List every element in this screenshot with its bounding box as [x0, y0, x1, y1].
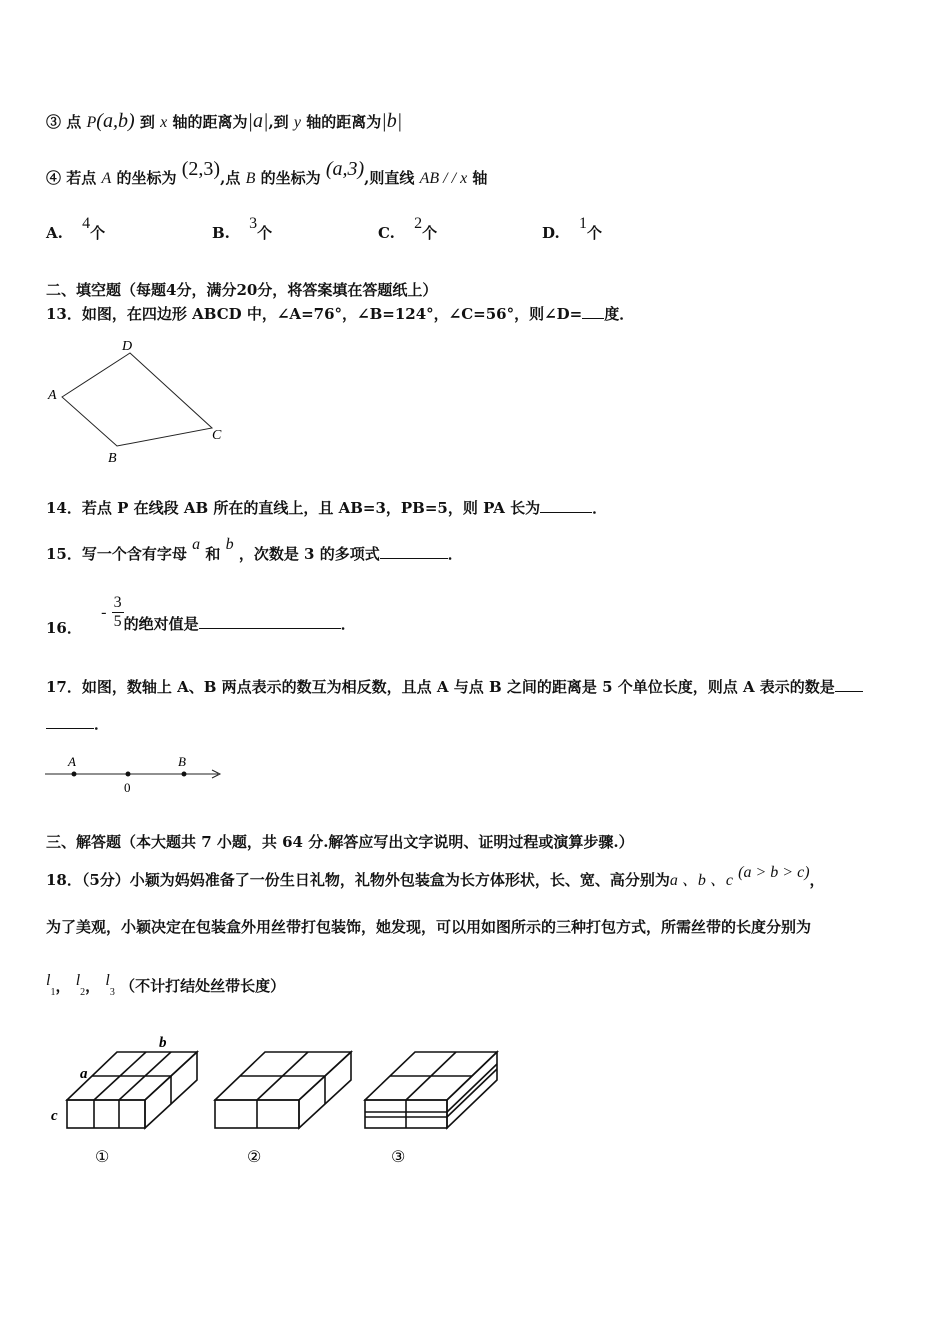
box-1 — [67, 1052, 197, 1128]
section-3-title: 三、解答题（本大题共 7 小题，共 64 分.解答应写出文字说明、证明过程或演算步骤.） — [46, 833, 634, 851]
abs-a: |a| — [247, 110, 269, 132]
caption-1: ① — [95, 1149, 110, 1166]
statement-3 — [46, 110, 402, 133]
point-p: P — [86, 114, 97, 131]
option-b-num: 3 — [249, 215, 258, 232]
circled-4: ④ — [46, 169, 62, 187]
option-b — [212, 215, 273, 243]
q15-var-a: a — [192, 536, 201, 553]
q16-blank — [199, 614, 341, 629]
gift-box-figures — [45, 1030, 515, 1170]
q18-vars: a 、b 、c — [669, 872, 733, 889]
q15-pre: 15．写一个含有字母 — [46, 545, 187, 563]
s3-comma-to: ,到 — [268, 113, 289, 131]
question-18-line-3: $l_1$， $l_2$， $l_3$ （不计打结处丝带长度） — [46, 972, 286, 998]
q14-text: 14．若点 P 在线段 AB 所在的直线上，且 AB=3，PB=5，则 PA 长为 — [46, 499, 541, 517]
number-line-figure — [40, 750, 230, 798]
option-a-unit: 个 — [90, 224, 106, 242]
coord-a: (2,3) — [181, 158, 221, 180]
caption-2: ② — [247, 1149, 262, 1166]
q13-blank — [582, 304, 604, 319]
option-a-letter: A. — [46, 224, 63, 242]
abs-b: |b| — [381, 110, 403, 132]
q17-blank-1 — [835, 677, 863, 692]
quadrilateral-abcd — [62, 353, 212, 446]
option-b-letter: B. — [212, 224, 230, 242]
label-b: B — [178, 754, 186, 769]
label-c: C — [212, 428, 222, 443]
q16-end: ． — [340, 614, 356, 633]
q14-blank — [540, 498, 592, 513]
y-var: y — [293, 114, 302, 131]
question-16 — [46, 594, 356, 637]
question-18-line-2: 为了美观，小颖决定在包装盒外用丝带打包装饰，她发现，可以用如图所示的三种打包方式，所需丝带的长度分别为 — [46, 918, 812, 936]
option-d-letter: D. — [542, 224, 560, 242]
s3-pre: 点 — [66, 113, 82, 131]
s3-mid: 轴的距离为 — [172, 113, 248, 131]
line-ab-parallel-x: AB / / x — [419, 170, 468, 187]
quadrilateral-figure — [40, 336, 240, 466]
l1-sub: 1 — [50, 987, 56, 998]
caption-3: ③ — [391, 1149, 406, 1166]
q14-end: ． — [592, 499, 608, 517]
q15-blank — [380, 544, 448, 559]
point-b-dot — [182, 772, 187, 777]
option-b-unit: 个 — [257, 224, 273, 242]
s4-coord-text: 的坐标为 — [116, 169, 177, 187]
fraction-3-5 — [112, 594, 124, 631]
box-label-c: c — [51, 1108, 58, 1124]
q16-post: 的绝对值是 — [123, 614, 199, 633]
coords-ab: (a,b) — [96, 110, 135, 132]
q16-minus: - — [101, 603, 107, 621]
q18-comma: ， — [809, 871, 825, 889]
q16-pre: 16． — [46, 618, 82, 637]
option-c-num: 2 — [414, 215, 423, 232]
q17-end: ． — [94, 715, 110, 733]
q15-end: ． — [447, 545, 463, 563]
point-a-dot — [72, 772, 77, 777]
point-zero-dot — [126, 772, 131, 777]
label-b: B — [108, 451, 117, 466]
question-17-cont — [46, 713, 109, 734]
box-label-b: b — [159, 1035, 167, 1051]
question-18-line-1 — [46, 864, 825, 890]
question-15 — [46, 536, 463, 564]
label-a: A — [68, 754, 76, 769]
s3-to: 到 — [139, 113, 155, 131]
q15-and: 和 — [205, 545, 221, 563]
option-c-unit: 个 — [422, 224, 438, 242]
question-14 — [46, 497, 607, 518]
s4-then-line: ,则直线 — [364, 169, 415, 187]
l2-symbol: l — [75, 972, 81, 989]
question-13 — [46, 303, 634, 324]
label-a: A — [48, 388, 57, 403]
l2-sub: 2 — [80, 987, 86, 998]
option-d-unit: 个 — [586, 224, 602, 242]
q15-var-b: b — [225, 536, 234, 553]
option-c — [378, 215, 438, 243]
box-3 — [365, 1052, 497, 1128]
s4-comma-pt: ,点 — [220, 169, 241, 187]
l3-sub: 3 — [109, 987, 115, 998]
x-var: x — [160, 114, 168, 131]
coord-b: (a,3) — [325, 158, 365, 180]
s4-axis: 轴 — [472, 169, 488, 187]
s4-coord-text2: 的坐标为 — [260, 169, 321, 187]
q18-condition: (a > b > c) — [738, 864, 810, 881]
q13-end: 度． — [604, 305, 635, 323]
circled-3: ③ — [46, 113, 62, 131]
fraction-numerator: 3 — [113, 594, 122, 611]
q18-note: （不计打结处丝带长度） — [120, 977, 286, 995]
box-1-front — [67, 1100, 145, 1128]
l1-symbol: l — [46, 972, 51, 989]
point-b: B — [245, 170, 256, 187]
label-d: D — [122, 339, 133, 354]
q17-text: 17．如图，数轴上 A、B 两点表示的数互为相反数，且点 A 与点 B 之间的距离是 5 个单位长度，则点 A 表示的数是 — [46, 678, 835, 696]
statement-4 — [46, 158, 488, 189]
q13-text: 13．如图，在四边形 ABCD 中，∠A=76°，∠B=124°，∠C=56°，则∠D= — [46, 305, 583, 323]
q18-line1: 18．（5分）小颖为妈妈准备了一份生日礼物，礼物外包装盒为长方体形状，长、宽、高分别为 — [46, 871, 670, 889]
option-d-num: 1 — [578, 215, 587, 232]
option-d — [542, 215, 602, 243]
label-zero: 0 — [124, 780, 131, 795]
box-label-a: a — [80, 1066, 88, 1082]
point-a: A — [101, 170, 112, 187]
box-2 — [215, 1052, 351, 1128]
l3-symbol: l — [105, 972, 110, 989]
option-a-num: 4 — [82, 215, 91, 232]
option-a — [46, 215, 106, 243]
q17-blank-2 — [46, 714, 94, 729]
box-3-side — [447, 1052, 497, 1128]
s4-pre: 若点 — [66, 169, 97, 187]
option-c-letter: C. — [378, 224, 395, 242]
question-17 — [46, 676, 863, 697]
section-2-title: 二、填空题（每题4分，满分20分，将答案填在答题纸上） — [46, 281, 438, 299]
fraction-denominator: 5 — [113, 613, 122, 630]
q15-post: ，次数是 3 的多项式 — [238, 545, 380, 563]
s3-mid2: 轴的距离为 — [306, 113, 382, 131]
